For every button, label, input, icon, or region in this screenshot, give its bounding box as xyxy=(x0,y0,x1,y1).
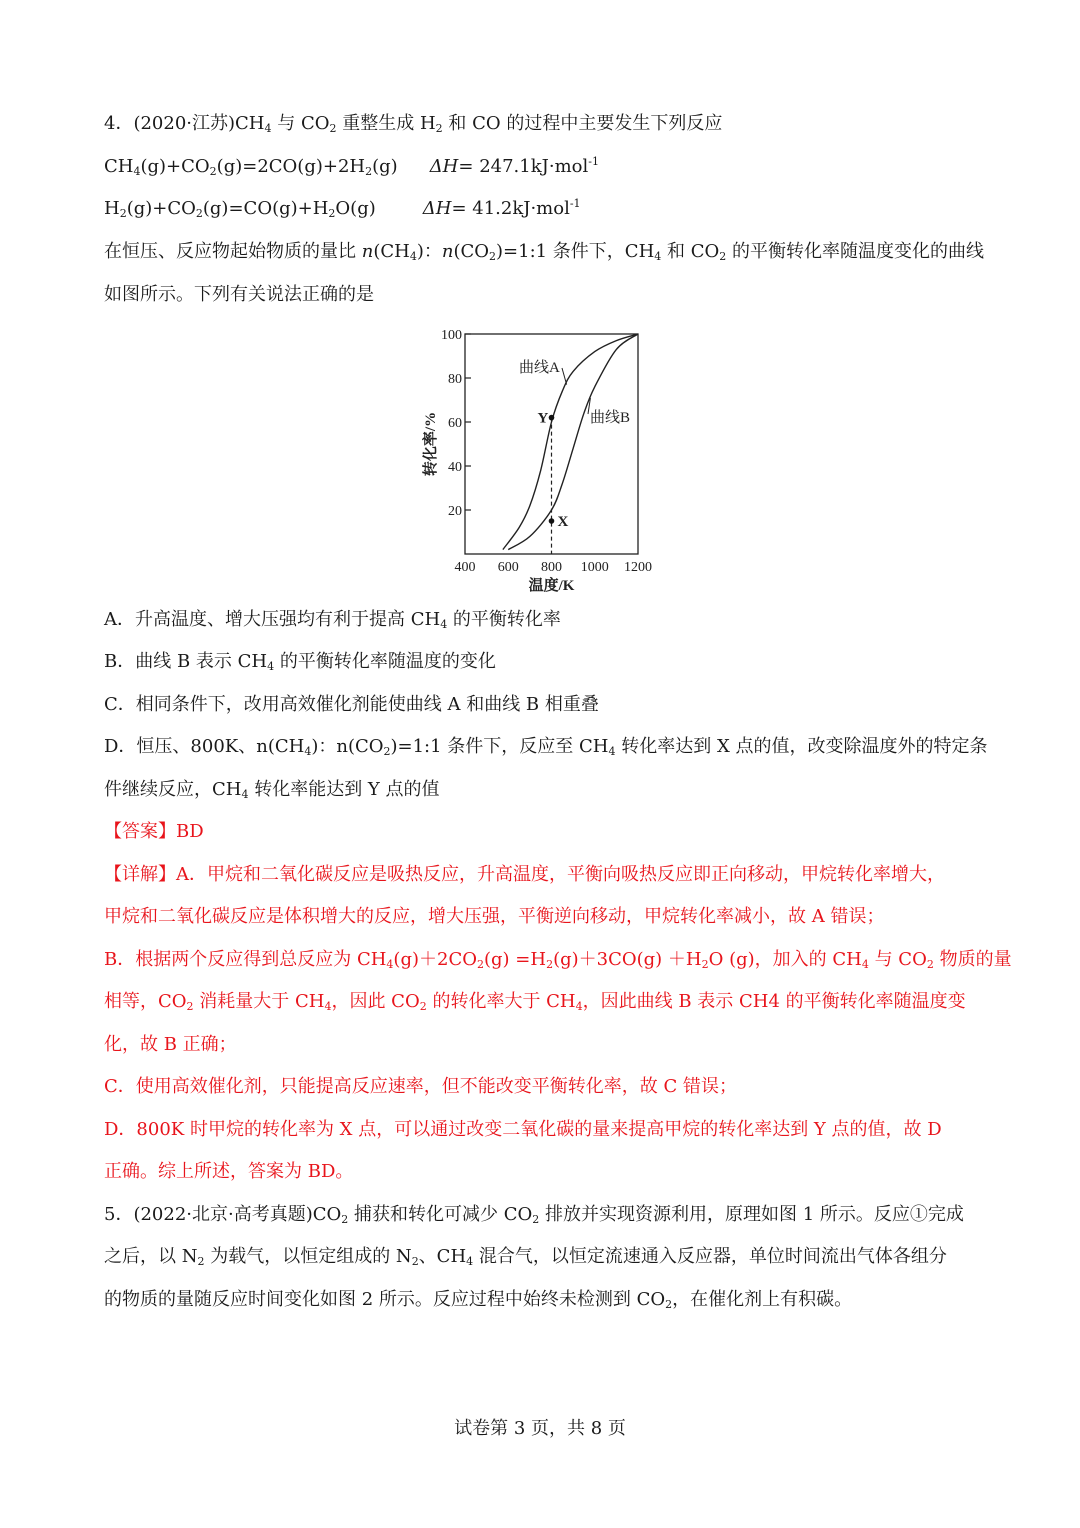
q4-analysis-b3: 化，故 B 正确； xyxy=(104,1034,237,1055)
q5-line3: 的物质的量随反应时间变化如图 2 所示。反应过程中始终未检测到 $CO_2$，在催化剂上有积碳。 xyxy=(104,1289,853,1311)
y-tick-label: 20 xyxy=(448,504,462,519)
y-tick-label: 100 xyxy=(441,328,462,343)
x-tick-label: 1200 xyxy=(624,560,652,575)
q4-analysis-a2: 甲烷和二氧化碳反应是体积增大的反应，增大压强，平衡逆向移动，甲烷转化率减小，故 A 错误； xyxy=(104,906,885,927)
x-axis-label: 温度/K xyxy=(528,578,575,592)
point-x xyxy=(549,518,555,524)
y-tick-label: 60 xyxy=(448,416,462,431)
curve-b-label: 曲线B xyxy=(590,410,631,426)
page-footer: 试卷第 3 页，共 8 页 xyxy=(454,1418,626,1439)
point-y-label: Y xyxy=(537,410,549,427)
curve-a-label: 曲线A xyxy=(519,360,560,376)
y-tick-label: 40 xyxy=(448,460,462,475)
y-axis-label: 转化率/% xyxy=(423,411,439,477)
q4-analysis-a1: 【详解】A．甲烷和二氧化碳反应是吸热反应，升高温度，平衡向吸热反应即正向移动，甲烷转化率增大， xyxy=(104,864,945,885)
q4-reaction-1: $CH_4(g)+CO_2(g)=2CO(g)+2H_2(g)$ ΔH= 247.1kJ·mol$^{-1}$ xyxy=(104,155,599,178)
q4-condition-1: 在恒压、反应物起始物质的量比 $n(CH_4)$：$n(CO_2)=1:1$ 条件下，$CH_4$ 和 $CO_2$ 的平衡转化率随温度变化的曲线 xyxy=(104,241,984,263)
point-y xyxy=(549,415,555,421)
x-tick-label: 400 xyxy=(454,560,476,575)
q5-line2: 之后，以 $N_2$ 为载气，以恒定组成的 $N_2$、$CH_4$ 混合气，以恒定流速通入反应器，单位时间流出气体各组分 xyxy=(104,1246,947,1268)
x-tick-label: 800 xyxy=(541,560,562,575)
y-tick-label: 80 xyxy=(448,372,462,387)
curve-a-leader xyxy=(562,368,567,385)
q4-analysis-d2: 正确。综上所述，答案为 BD。 xyxy=(104,1161,354,1182)
q4-option-a: A．升高温度、增大压强均有利于提高 $CH_4$ 的平衡转化率 xyxy=(104,609,561,631)
q4-option-d-line2: 件继续反应，$CH_4$ 转化率能达到 Y 点的值 xyxy=(104,779,440,801)
q4-stem: 4．(2020·江苏)$CH_4$ 与 $CO_2$ 重整生成 $H_2$ 和 CO 的过程中主要发生下列反应 xyxy=(104,113,723,135)
q4-answer: 【答案】BD xyxy=(104,821,204,842)
q4-analysis-b1: B．根据两个反应得到总反应为 $CH_4(g)+2CO_2(g) =H_2(g)+3CO(g) +H_2O$ (g)，加入的 $CH_4$ 与 $CO_2$ 物质的量 xyxy=(104,949,1012,971)
x-tick-label: 600 xyxy=(497,560,519,575)
point-x-label: X xyxy=(557,514,569,530)
q4-condition-2: 如图所示。下列有关说法正确的是 xyxy=(104,284,374,305)
q5-line1: 5．(2022·北京·高考真题)$CO_2$ 捕获和转化可减少 $CO_2$ 排放并实现资源利用，原理如图 1 所示。反应①完成 xyxy=(104,1204,964,1226)
q4-reaction-2: $H_2(g)+CO_2(g)=CO(g)+H_2O(g)$ ΔH= 41.2kJ·mol$^{-1}$ xyxy=(104,197,581,220)
q4-option-c: C．相同条件下，改用高效催化剂能使曲线 A 和曲线 B 相重叠 xyxy=(104,694,599,715)
q4-analysis-d1: D．800K 时甲烷的转化率为 X 点，可以通过改变二氧化碳的量来提高甲烷的转化率达到 Y 点的值，故 D xyxy=(104,1119,942,1140)
q4-option-d-line1: D．恒压、800K、$n(CH_4)$：$n(CO_2)=1:1$ 条件下，反应至 $CH_4$ 转化率达到 X 点的值，改变除温度外的特定条 xyxy=(104,736,988,758)
q4-analysis-b2: 相等，$CO_2$ 消耗量大于 $CH_4$，因此 $CO_2$ 的转化率大于 $CH_4$，因此曲线 B 表示 CH4 的平衡转化率随温度变 xyxy=(104,991,966,1013)
conversion-chart xyxy=(410,322,660,592)
q4-analysis-c1: C．使用高效催化剂，只能提高反应速率，但不能改变平衡转化率，故 C 错误； xyxy=(104,1076,737,1097)
q4-option-b: B．曲线 B 表示 $CH_4$ 的平衡转化率随温度的变化 xyxy=(104,651,496,673)
x-tick-label: 1000 xyxy=(580,560,609,575)
